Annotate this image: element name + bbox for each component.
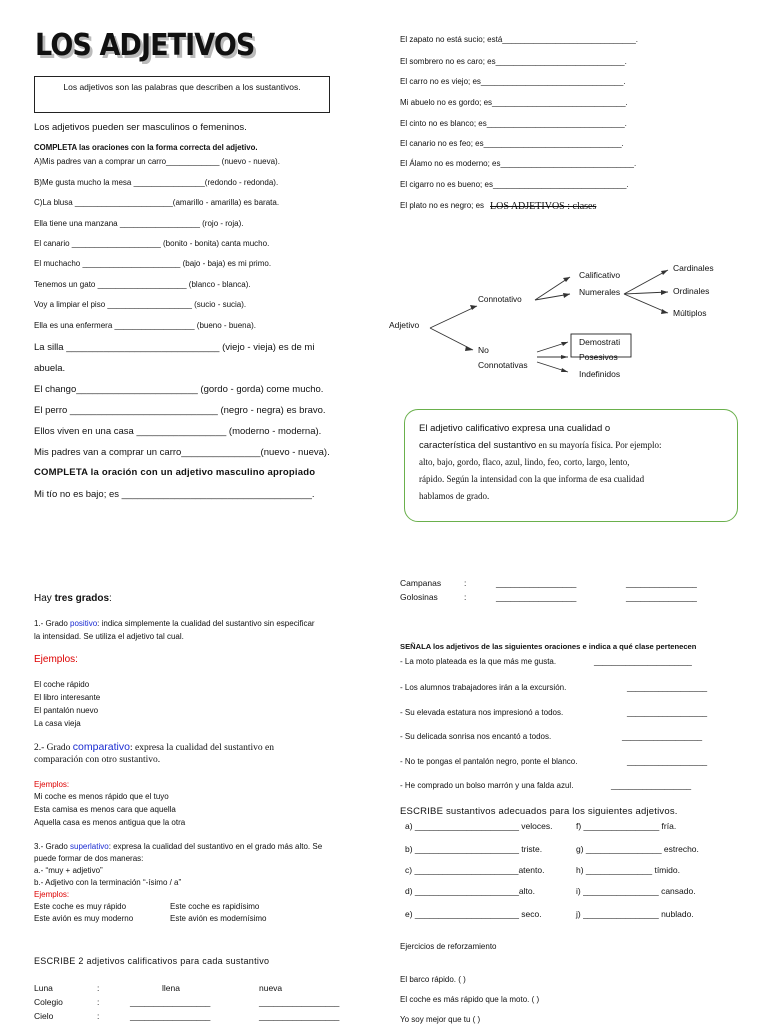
grado-keyword: comparativo [72,741,130,753]
senala-sentence: - He comprado un bolso marrón y una falda azul. [400,781,574,790]
grado-comparativo-line2: comparación con otro sustantivo. [34,755,161,765]
escribe-sust-item: f) ________________ fría. [576,821,677,831]
right-exercise-line: El Álamo no es moderno; es______________________________. [400,159,637,168]
callout-line [419,437,729,454]
callout-line-part: en su mayoría física. Por ejemplo: [536,440,662,450]
senala-blank: __________________ [627,683,708,692]
grados-heading-bold: tres grados [54,593,110,604]
example-line: El pantalón nuevo [34,706,99,715]
right-exercise-line: El cigarro no es bueno; es______________________________. [400,180,629,189]
callout-line: hablamos de grado. [419,491,490,501]
grado-prefix: 2.- Grado [34,743,73,753]
example-line: Esta camisa es menos cara que aquella [34,805,176,814]
arrow-head [465,346,473,351]
arrow-head [661,309,668,314]
grados-heading-pre: Hay [34,593,55,604]
grado-prefix: 3.- Grado [34,842,71,851]
right-exercise-line: El carro no es viejo; es________________________________. [400,77,626,86]
grado-keyword: superlativo [70,842,109,851]
exercise-line: abuela. [34,363,66,374]
diagram-node-adjetivo: Adjetivo [389,320,420,330]
escribe-sust-item: c) ______________________atento. [405,865,545,875]
noun-blank: _______________ [626,592,697,602]
exercise-line: Mis padres van a comprar un carro_______________(nuevo - nueva). [34,447,330,458]
arrow-head [661,270,668,275]
example-line: Mi coche es menos rápido que el tuyo [34,792,169,801]
example-line: Este coche es muy rápido [34,902,127,911]
callout-line: rápido. Según la intensidad con la que informa de esa cualidad [419,474,645,484]
refuerzo-item: El barco rápido. ( ) [400,975,466,984]
escribe-sust-item: j) ________________ nublado. [576,909,694,919]
completa2-heading-text: COMPLETA la oración con un adjetivo masculino apropiado [34,467,316,478]
grado-superlativo-line2: puede formar de dos maneras: [34,854,144,863]
noun-label: Campanas [400,578,442,588]
diagram-node-indefinidos: Indefinidos [579,369,621,379]
definition-box: Los adjetivos son las palabras que describen a los sustantivos. [34,76,330,113]
exercise-line: El perro ____________________________ (negro - negra) es bravo. [34,405,326,416]
senala-blank: ______________________ [594,657,692,666]
grado-keyword: positivo [70,619,98,628]
arrow-head [561,355,568,359]
escribe-sust-item: d) ______________________alto. [405,886,535,896]
escribe2-blank: _________________ [259,997,340,1007]
right-exercise-line: El sombrero no es caro; es_____________________________. [400,57,627,66]
escribe2-noun: Colegio [34,997,63,1007]
example-line: Este avión es modernísimo [170,914,267,923]
diagram-node-multiplos: Múltiplos [673,308,707,318]
exercise-line: Ella es una enfermera __________________ (bueno - buena). [34,321,256,330]
grados-heading-post: : [109,593,112,604]
diagram-node-cardinales: Cardinales [673,263,714,273]
exercise-line: El muchacho ______________________ (bajo - baja) es mi primo. [34,259,272,268]
exercise-line: La silla _____________________________ (viejo - vieja) es de mi [34,342,315,353]
exercise-line: El canario ____________________ (bonito - bonita) canta mucho. [34,239,270,248]
escribe2-blank: _________________ [130,1011,211,1021]
diagram-edge [624,294,668,313]
senala-blank: __________________ [622,732,703,741]
escribe-sust-item: b) ______________________ triste. [405,844,543,854]
completa2-heading [34,467,315,478]
senala-heading: SEÑALA los adjetivos de las siguientes oraciones e indica a qué clase pertenecen [400,642,697,651]
grado-positivo-line [34,619,315,628]
noun-blank: _______________ [626,578,697,588]
exercise-line: C)La blusa ______________________(amarillo - amarilla) es barata. [34,198,280,207]
example-line: El coche rápido [34,680,90,689]
escribe2-colon: : [97,1011,100,1021]
grado-positivo-line2: la intensidad. Se utiliza el adjetivo tal cual. [34,632,184,641]
right-exercise-line: Mi abuelo no es gordo; es______________________________. [400,98,628,107]
exercise-line: Ella tiene una manzana __________________ (rojo - roja). [34,219,244,228]
callout-line: alto, bajo, gordo, flaco, azul, lindo, feo, corto, largo, lento, [419,457,630,467]
example-line: Aquella casa es menos antigua que la otra [34,818,186,827]
senala-sentence: - La moto plateada es la que más me gusta. [400,657,557,666]
senala-sentence: - Su delicada sonrisa nos encantó a todos. [400,732,552,741]
escribe-sust-item: a) ______________________ veloces. [405,821,553,831]
grado-text: : expresa la cualidad del sustantivo en el grado más alto. Se [108,842,323,851]
completa2-line: Mi tío no es bajo; es ____________________________________. [34,489,315,500]
grado-comparativo-line [34,741,274,753]
right-exercise-line: El canario no es feo; es_______________________________. [400,139,624,148]
exercise-line: A)Mis padres van a comprar un carro____________ (nuevo - nueva). [34,157,280,166]
grado-superlativo-b: b.- Adjetivo con la terminación “-ísimo / a” [34,878,182,887]
diagram-node-no: No [478,345,489,355]
right-exercise-line: El zapato no está sucio; está______________________________. [400,35,638,44]
diagram-node-ordinales: Ordinales [673,286,710,296]
page-title: LOS ADJETIVOS [35,28,255,63]
diagram-node-connotativas: Connotativas [478,360,528,370]
noun-colon: : [464,578,467,588]
grado-text: : indica simplemente la cualidad del sustantivo sin especificar [97,619,315,628]
escribe2-colon: : [97,997,100,1007]
example-line: Este coche es rapidísimo [170,902,260,911]
exercise-line: Ellos viven en una casa _________________ (moderno - moderna). [34,426,322,437]
grado-prefix: 1.- Grado [34,619,71,628]
escribe-sust-heading: ESCRIBE sustantivos adecuados para los siguientes adjetivos. [400,806,678,817]
escribe-sust-item: g) ________________ estrecho. [576,844,699,854]
escribe-sust-item: i) ________________ cansado. [576,886,696,896]
escribe2-blank: _________________ [259,1011,340,1021]
senala-blank: __________________ [611,781,692,790]
escribe2-colon: : [97,983,100,993]
diagram-edge [430,306,477,328]
right-exercise-line: El plato no es negro; es [400,201,485,210]
refuerzo-heading: Ejercicios de reforzamiento [400,942,497,951]
grados-heading [34,593,112,604]
ejemplos-label: Ejemplos: [34,780,70,789]
diagram-node-connotativo: Connotativo [478,295,522,304]
escribe-sust-item: e) ______________________ seco. [405,909,542,919]
right-exercise-line: El cinto no es blanco; es_______________________________. [400,119,627,128]
noun-label: Golosinas [400,592,438,602]
senala-blank: __________________ [627,708,708,717]
arrow-head [661,290,668,295]
diagram-node-posesivos: Posesivos [579,352,618,362]
escribe2-heading: ESCRIBE 2 adjetivos calificativos para cada sustantivo [34,956,270,966]
intro-text: Los adjetivos pueden ser masculinos o femeninos. [34,122,247,133]
diagram-node-numerales: Numerales [579,287,621,297]
senala-sentence: - Los alumnos trabajadores irán a la excursión. [400,683,567,692]
escribe2-blank: _________________ [130,997,211,1007]
example-line: El libro interesante [34,693,101,702]
escribe-sust-item: h) ______________ tímido. [576,865,680,875]
diagram-node-calificativo: Calificativo [579,270,621,280]
callout-line-part: característica del sustantivo [419,440,537,451]
exercise-line: Tenemos un gato ____________________ (blanco - blanca). [34,280,251,289]
grado-superlativo-a: a.- “muy + adjetivo” [34,866,103,875]
classification-diagram [385,255,735,395]
exercise-line: B)Me gusta mucho la mesa ________________(redondo - redonda). [34,178,279,187]
senala-sentence: - No te pongas el pantalón negro, ponte el blanco. [400,757,578,766]
grado-text: : expresa la cualidad del sustantivo en [129,743,275,753]
arrow-head [561,342,568,346]
escribe2-answer: nueva [259,983,283,993]
escribe2-noun: Cielo [34,1011,54,1021]
exercise-line: Voy a limpiar el piso ___________________ (sucio - sucia). [34,300,247,309]
clases-title: LOS ADJETIVOS : clases [490,201,597,212]
ejemplos-label: Ejemplos: [34,654,78,665]
escribe2-answer: llena [162,983,180,993]
noun-colon: : [464,592,467,602]
refuerzo-item: El coche es más rápido que la moto. ( ) [400,995,540,1004]
diagram-node-demostrati: Demostrati [579,337,621,347]
senala-sentence: - Su elevada estatura nos impresionó a todos. [400,708,564,717]
calificativo-callout [404,409,738,522]
ejemplos-label: Ejemplos: [34,890,70,899]
noun-blank: _________________ [496,578,577,588]
callout-line: El adjetivo calificativo expresa una cualidad o [419,423,611,434]
exercise-line: El chango_______________________ (gordo - gorda) come mucho. [34,384,324,395]
senala-blank: __________________ [627,757,708,766]
example-line: La casa vieja [34,719,81,728]
completa-heading: COMPLETA las oraciones con la forma correcta del adjetivo. [34,143,258,152]
refuerzo-item: Yo soy mejor que tu ( ) [400,1015,481,1024]
escribe2-noun: Luna [34,983,53,993]
grado-superlativo-line [34,842,322,851]
example-line: Este avión es muy moderno [34,914,134,923]
arrow-head [561,368,568,372]
noun-blank: _________________ [496,592,577,602]
